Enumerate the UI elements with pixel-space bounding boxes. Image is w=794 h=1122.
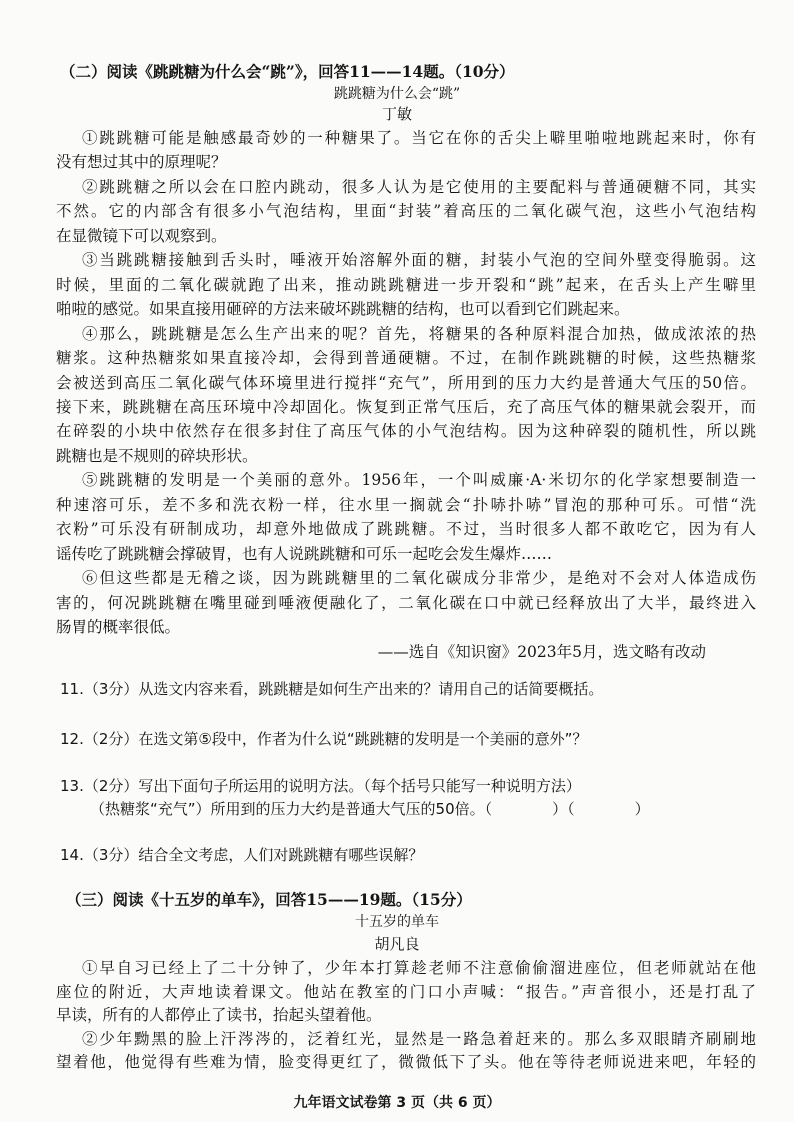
question-13-sentence: （热糖浆“充气”）所用到的压力大约是普通大气压的50倍。（ ）（ ） xyxy=(90,800,650,818)
paragraph-line: ②跳跳糖之所以会在口腔内跳动，很多人认为是它使用的主要配料与普通硬糖不同，其实 xyxy=(82,178,756,196)
paragraph-line: 肠胃的概率很低。 xyxy=(56,618,181,636)
paragraph-line: 害的，何况跳跳糖在嘴里碰到唾液便融化了，二氧化碳在口中就已经释放出了大半，最终进入 xyxy=(56,594,756,612)
paragraph-line: ①早自习已经上了二十分钟了，少年本打算趁老师不注意偷偷溜进座位，但老师就站在他 xyxy=(82,959,756,977)
paragraph-line: 望着他，他觉得有些难为情，脸变得更红了，微微低下了头。他在等待老师说进来吧，年轻的 xyxy=(56,1053,756,1071)
question-13: 13.（2分）写出下面句子所运用的说明方法。（每个括号只能写一种说明方法） xyxy=(60,777,581,795)
paragraph-line: 糖浆。这种热糖浆如果直接冷却，会得到普通硬糖。不过，在制作跳跳糖的时候，这些热糖浆 xyxy=(56,349,756,367)
paragraph-line: 谣传吃了跳跳糖会撑破胃，也有人说跳跳糖和可乐一起吃会发生爆炸…… xyxy=(56,545,553,563)
paragraph-line: 没有想过其中的原理呢？ xyxy=(56,153,227,171)
section-heading: （二）阅读《跳跳糖为什么会“跳”》，回答11——14题。（10分） xyxy=(60,62,515,81)
paragraph-line: 接下来，跳跳糖在高压环境中冷却固化。恢复到正常气压后，充了高压气体的糖果就会裂开，而 xyxy=(56,398,756,416)
article-author: 胡凡良 xyxy=(374,935,420,953)
question-11: 11.（3分）从选文内容来看，跳跳糖是如何生产出来的？请用自己的话简要概括。 xyxy=(60,680,604,698)
paragraph-line: ②少年黝黑的脸上汗涔涔的，泛着红光，显然是一路急着赶来的。那么多双眼睛齐刷刷地 xyxy=(82,1030,756,1048)
paragraph-line: ④那么，跳跳糖是怎么生产出来的呢？首先，将糖果的各种原料混合加热，做成浓浓的热 xyxy=(82,325,756,343)
paragraph-line: ⑥但这些都是无稽之谈，因为跳跳糖里的二氧化碳成分非常少，是绝对不会对人体造成伤 xyxy=(82,569,756,587)
paragraph-line: 种速溶可乐，差不多和洗衣粉一样，往水里一搁就会“扑哧扑哧”冒泡的那种可乐。可惜“洗 xyxy=(56,496,756,514)
paragraph-line: 在显微镜下可以观察到。 xyxy=(56,227,227,245)
article-title: 十五岁的单车 xyxy=(355,914,439,930)
paragraph-line: 不然。它的内部含有很多小气泡结构，里面“封装”着高压的二氧化碳气泡，这些小气泡结构 xyxy=(56,202,756,220)
paragraph-line: 在碎裂的小块中依然存在很多封住了高压气体的小气泡结构。因为这种碎裂的随机性，所以跳 xyxy=(56,422,756,440)
paragraph-line: 座位的附近，大声地读着课文。他站在教室的门口小声喊：“报告。”声音很小，还是打乱了 xyxy=(56,983,756,1001)
paragraph-line: 时候，里面的二氧化碳就跑了出来，推动跳跳糖进一步开裂和“跳”起来，在舌头上产生噼里 xyxy=(56,276,756,294)
paragraph-line: ③当跳跳糖接触到舌头时，唾液开始溶解外面的糖，封装小气泡的空间外壁变得脆弱。这 xyxy=(82,251,756,269)
paragraph-line: 跳糖也是不规则的碎块形状。 xyxy=(56,447,258,465)
paragraph-line: 啪啦的感觉。如果直接用砸碎的方法来破坏跳跳糖的结构，也可以看到它们跳起来。 xyxy=(56,300,630,318)
question-14: 14.（3分）结合全文考虑，人们对跳跳糖有哪些误解？ xyxy=(60,846,424,864)
paragraph-line: 会被送到高压二氧化碳气体环境里进行搅拌“充气”，所用到的压力大约是普通大气压的50倍。 xyxy=(56,374,756,392)
paragraph-line: ⑤跳跳糖的发明是一个美丽的意外。1956年，一个叫威廉·A·米切尔的化学家想要制造一 xyxy=(82,471,756,489)
paragraph-line: ①跳跳糖可能是触感最奇妙的一种糖果了。当它在你的舌尖上噼里啪啦地跳起来时，你有 xyxy=(82,129,756,147)
section-heading: （三）阅读《十五岁的单车》，回答15——19题。（15分） xyxy=(66,890,472,909)
question-12: 12.（2分）在选文第⑤段中，作者为什么说“跳跳糖的发明是一个美丽的意外”？ xyxy=(60,730,588,748)
paragraph-line: 早读，所有的人都停止了读书，抬起头望着他。 xyxy=(56,1006,382,1024)
paragraph-line: 衣粉”可乐没有研制成功，却意外地做成了跳跳糖。不过，当时很多人都不敢吃它，因为有人 xyxy=(56,520,756,538)
article-source: ——选自《知识窗》2023年5月，选文略有改动 xyxy=(377,643,706,661)
article-author: 丁敏 xyxy=(381,105,412,123)
article-title: 跳跳糖为什么会“跳” xyxy=(333,86,461,102)
page-footer: 九年语文试卷第 3 页（共 6 页） xyxy=(293,1095,501,1111)
